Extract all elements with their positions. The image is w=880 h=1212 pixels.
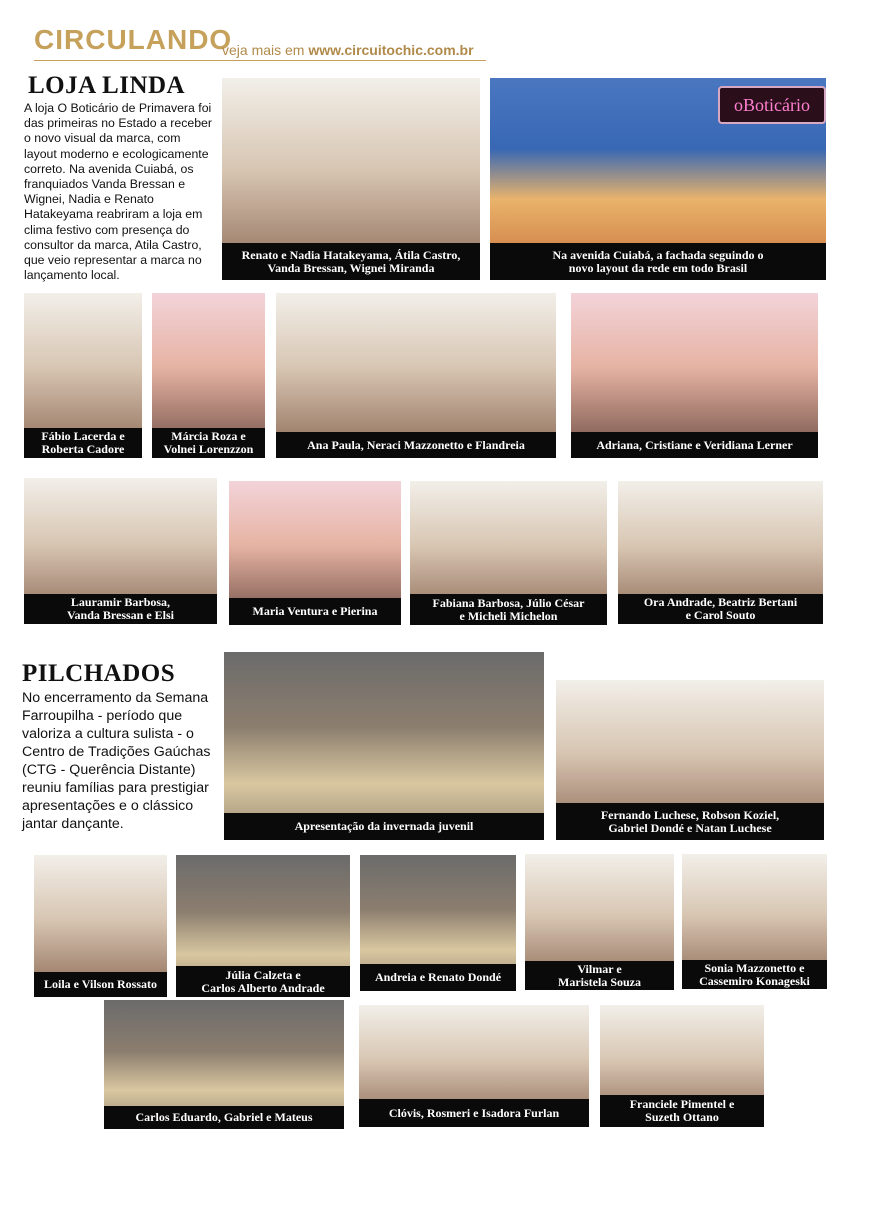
section-title-pilchados: PILCHADOS — [22, 660, 176, 687]
photo-couple — [600, 1005, 764, 1127]
photo-couple — [525, 854, 674, 990]
photo-family — [359, 1005, 589, 1127]
photo-group — [618, 481, 823, 624]
photo-caption: Lauramir Barbosa, Vanda Bressan e Elsi — [24, 594, 217, 624]
boticario-logo-sign: oBoticário — [718, 86, 826, 124]
photo-couple — [360, 855, 516, 991]
section-title-loja-linda: LOJA LINDA — [28, 72, 186, 99]
photo-caption: Fabiana Barbosa, Júlio César e Micheli Michelon — [410, 594, 607, 625]
photo-group-hatakeyama — [222, 78, 480, 280]
photo-store-facade — [490, 78, 826, 280]
photo-group — [571, 293, 818, 458]
photo-caption: Ana Paula, Neraci Mazzonetto e Flandreia — [276, 432, 556, 458]
photo-caption: Sonia Mazzonetto e Cassemiro Konageski — [682, 960, 827, 989]
website-prefix: veja mais em — [222, 42, 305, 58]
photo-caption: Carlos Eduardo, Gabriel e Mateus — [104, 1106, 344, 1129]
photo-caption: Franciele Pimentel e Suzeth Ottano — [600, 1095, 764, 1127]
photo-caption: Márcia Roza e Volnei Lorenzzon — [152, 428, 265, 458]
article-text-pilchados: No encerramento da Semana Farroupilha - período que valoriza a cultura sulista - o Centro de Tradições Gaúchas (CTG - Querência Distante) reuniu famílias para prestigiar apresentações e o clássico jantar dançante. — [22, 690, 211, 832]
photo-group — [556, 680, 824, 840]
photo-couple — [34, 855, 167, 997]
website-reference[interactable] — [222, 42, 474, 58]
photo-caption: Renato e Nadia Hatakeyama, Átila Castro, Vanda Bressan, Wignei Miranda — [222, 243, 480, 280]
magazine-section-title: CIRCULANDO — [34, 24, 233, 55]
photo-couple — [24, 293, 142, 458]
photo-caption: Fábio Lacerda e Roberta Cadore — [24, 428, 142, 458]
photo-dance-performance — [224, 652, 544, 840]
photo-caption: Clóvis, Rosmeri e Isadora Furlan — [359, 1099, 589, 1127]
photo-caption: Na avenida Cuiabá, a fachada seguindo o novo layout da rede em todo Brasil — [490, 243, 826, 280]
photo-caption: Andreia e Renato Dondé — [360, 964, 516, 991]
photo-caption: Maria Ventura e Pierina — [229, 598, 401, 625]
article-text-loja-linda: A loja O Boticário de Primavera foi das primeiras no Estado a receber o novo visual da marca, com layout moderno e ecologicamente correto. Na avenida Cuiabá, os franquiados Vanda Bressan e Wignei, Nadia e Renato Hatakeyama reabriram a loja em clima festivo com presença do consultor da marca, Atila Castro, que veio representar a marca no lançamento local. — [24, 101, 212, 283]
photo-children — [104, 1000, 344, 1129]
photo-caption: Fernando Luchese, Robson Koziel, Gabriel Dondé e Natan Luchese — [556, 803, 824, 840]
photo-group — [24, 478, 217, 624]
photo-couple — [152, 293, 265, 458]
photo-group — [276, 293, 556, 458]
photo-caption: Vilmar e Maristela Souza — [525, 961, 674, 990]
photo-caption: Ora Andrade, Beatriz Bertani e Carol Souto — [618, 594, 823, 624]
photo-performers — [176, 855, 350, 997]
photo-caption: Júlia Calzeta e Carlos Alberto Andrade — [176, 966, 350, 997]
website-url[interactable]: www.circuitochic.com.br — [308, 42, 474, 58]
photo-caption: Apresentação da invernada juvenil — [224, 813, 544, 840]
photo-couple — [682, 854, 827, 989]
photo-couple — [229, 481, 401, 625]
photo-caption: Adriana, Cristiane e Veridiana Lerner — [571, 432, 818, 458]
photo-group — [410, 481, 607, 625]
header-divider — [34, 60, 486, 61]
photo-caption: Loila e Vilson Rossato — [34, 972, 167, 997]
